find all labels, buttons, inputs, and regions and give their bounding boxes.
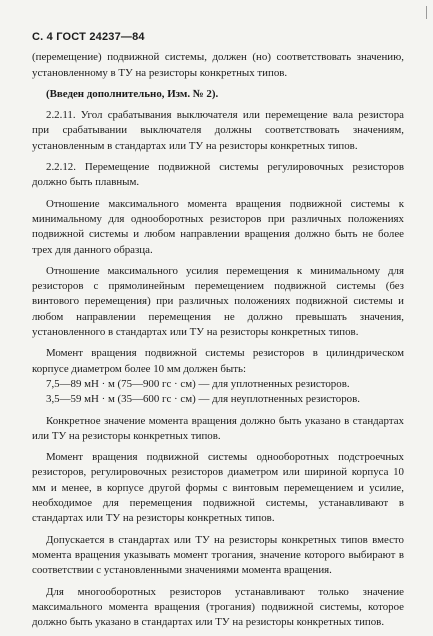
paragraph-force-ratio: Отношение максимального усилия перемещения к минимальному для резисторов с прямолинейным перемещением подвижной системы (без винтового перемещения) при различных положениях подвижной системы и любом направлении перемещения не должно превышать значения, установленного в стандартах или ТУ на резисторы конкретных типов. xyxy=(32,264,404,339)
document-page xyxy=(32,30,404,636)
page-header: С. 4 ГОСТ 24237—84 xyxy=(32,31,145,43)
paragraph-torque-ratio: Отношение максимального момента вращения подвижной системы к минимальному для однооборотных резисторов при различных положениях подвижной системы и любом направлении вращения должно быть не более трех для данного образца. xyxy=(32,197,404,256)
paragraph-continuation: (перемещение) подвижной системы, должен (но) соответствовать значению, установленному в ТУ на резисторы конкретных типов. xyxy=(32,51,404,79)
torque-range-unsealed: 3,5—59 мН · м (35—600 гс · см) — для неуплотненных резисторов. xyxy=(46,393,360,406)
paragraph-starting-torque: Допускается в стандартах или ТУ на резисторы конкретных типов вместо момента вращения указывать момент трогания, значение которого выбирают в соответствии с установленными значениями момента вращения. xyxy=(32,533,404,577)
clause-2-2-12: 2.2.12. Перемещение подвижной системы регулировочных резисторов должно быть плавным. xyxy=(32,161,404,189)
paragraph-multiturn: Для многооборотных резисторов устанавливают только значение максимального момента вращения (трогания) подвижной системы, которое должно быть указано в стандартах или ТУ на резисторы конкретных типов. xyxy=(32,585,404,629)
page-edge-mark xyxy=(426,6,427,19)
amendment-note: (Введен дополнительно, Изм. № 2). xyxy=(46,87,219,100)
paragraph-trimmer-torque: Момент вращения подвижной системы однооборотных подстроечных резисторов, регулировочных резисторов диаметром или шириной корпуса 10 мм и менее, в корпусе другой формы с винтовым перемещением и усилие, необходимое для перемещения подвижной системы, устанавливают в стандартах или ТУ на резисторы конкретных типов. xyxy=(32,451,404,525)
clause-2-2-11: 2.2.11. Угол срабатывания выключателя или перемещение вала резистора при срабатывании выключателя должны соответствовать значениям, установленным в стандартах или ТУ на резисторы конкретных типов. xyxy=(32,109,404,152)
paragraph-torque-intro: Момент вращения подвижной системы резисторов в цилиндрическом корпусе диаметром более 10 мм должен быть: xyxy=(32,347,404,375)
paragraph-specific-torque: Конкретное значение момента вращения должно быть указано в стандартах или ТУ на резисторы конкретных типов. xyxy=(32,414,404,442)
torque-range-sealed: 7,5—89 мН · м (75—900 гс · см) — для уплотненных резисторов. xyxy=(46,377,350,390)
